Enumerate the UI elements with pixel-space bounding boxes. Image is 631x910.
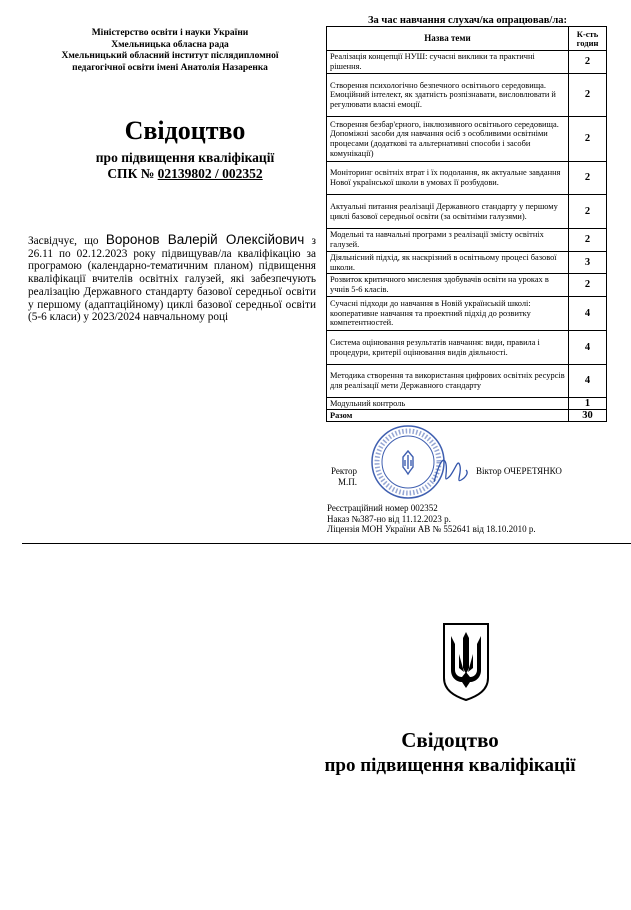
body-text: з 26.11 по 02.12.2023 року підвищував/ла кваліфікацію за програмою (календарно-тематичним планом) підвищення кваліфікації вчителів освітніх галузей, які забезпечують реалізацію Державного стандарту базової середньої освіти у першому (адаптаційному) циклі базової середньої освіти (5-6 класи) у 2023/2024 навчальному році (28, 235, 317, 324)
rector-signature (430, 452, 470, 490)
hours-cell: 4 (569, 365, 607, 398)
header-hours: К-сть годин (569, 27, 607, 51)
registration-line: Наказ №387-но від 11.12.2023 р. (327, 513, 451, 524)
spk-prefix: СПК № (107, 166, 155, 181)
certificate-subtitle: про підвищення кваліфікації (95, 150, 275, 165)
table-row (327, 274, 607, 297)
topic-cell: Діяльнісний підхід, як наскрізний в освітньому процесі базової школи. (327, 252, 569, 274)
table-row (327, 117, 607, 162)
table-total-row (327, 410, 607, 422)
header-topic: Назва теми (327, 27, 569, 51)
hours-cell: 2 (569, 51, 607, 74)
table-row (327, 229, 607, 252)
institution-line: Хмельницький обласний інститут післядипломної (61, 51, 279, 61)
table-header-row (327, 27, 607, 51)
certificate-title: Свідоцтво (124, 116, 246, 145)
table-row (327, 365, 607, 398)
certificate-number (40, 166, 330, 182)
page-divider (22, 543, 631, 544)
back-cover-title: Свідоцтво (401, 728, 499, 752)
hours-cell: 2 (569, 162, 607, 195)
mp-label: М.П. (337, 477, 357, 487)
topic-cell: Моніторинг освітніх втрат і їх подолання, як актуальне завдання Нової української школи в умовах її розбудови. (327, 162, 569, 195)
institution-line: педагогічної освіти імені Анатолія Назаренка (72, 62, 268, 73)
hours-cell: 2 (569, 274, 607, 297)
body-lead: Засвідчує, що (28, 235, 99, 247)
topic-cell: Створення психологічно безпечного освітнього середовища. Емоційний інтелект, як здатність розпізнавати, висловлювати й регулювати власні емоції. (327, 74, 569, 117)
topic-cell: Модульний контроль (327, 398, 569, 410)
recipient-name: Воронов Валерій Олексійович (105, 232, 305, 247)
registration-info (327, 503, 536, 535)
rector-name: Віктор ОЧЕРЕТЯНКО (476, 466, 562, 476)
total-hours: 30 (569, 410, 607, 422)
topic-cell: Модельні та навчальні програми з реалізації змісту освітніх галузей. (327, 229, 569, 252)
topic-cell: Система оцінювання результатів навчання: види, правила і процедури, критерії оцінювання видів діяльності. (327, 331, 569, 365)
spk-number: 02139802 / 002352 (157, 166, 263, 181)
hours-cell: 4 (569, 297, 607, 331)
institution-header (40, 28, 300, 74)
hours-cell: 2 (569, 195, 607, 229)
hours-cell: 3 (569, 252, 607, 274)
institution-line: Міністерство освіти і науки України (91, 28, 249, 38)
hours-cell: 1 (569, 398, 607, 410)
registration-line: Реєстраційний номер 002352 (327, 503, 438, 513)
hours-cell: 2 (569, 117, 607, 162)
table-row (327, 51, 607, 74)
institution-line: Хмельницька обласна рада (111, 39, 229, 50)
topic-cell: Актуальні питання реалізації Державного стандарту у першому циклі базової середньої освіти (за освітніми галузями). (327, 195, 569, 229)
hours-cell: 2 (569, 229, 607, 252)
table-row (327, 195, 607, 229)
hours-caption: За час навчання слухач/ка опрацював/ла: (368, 15, 567, 26)
back-cover-subtitle: про підвищення кваліфікації (324, 755, 576, 776)
table-row (327, 331, 607, 365)
total-label: Разом (327, 410, 569, 422)
hours-cell: 4 (569, 331, 607, 365)
table-row (327, 252, 607, 274)
topic-cell: Створення безбар'єрного, інклюзивного освітнього середовища. Допоміжні засоби для навчання осіб з особливими освітніми процесами (додаткові та альтернативні способи і засоби комунікації) (327, 117, 569, 162)
topic-cell: Розвиток критичного мислення здобувачів освіти на уроках в учнів 5-6 класів. (327, 274, 569, 297)
topic-cell: Реалізація концепції НУШ: сучасні виклики та практичні рішення. (327, 51, 569, 74)
hours-cell: 2 (569, 74, 607, 117)
rector-block (327, 466, 357, 488)
certificate-body (28, 234, 316, 324)
table-row (327, 297, 607, 331)
hours-table (326, 26, 607, 422)
table-row (327, 162, 607, 195)
table-row (327, 74, 607, 117)
rector-label: Ректор (331, 466, 357, 476)
registration-line: Ліцензія МОН України АВ № 552641 від 18.10.2010 р. (327, 524, 536, 534)
table-row (327, 398, 607, 410)
coat-of-arms-icon (440, 622, 492, 702)
topic-cell: Сучасні підходи до навчання в Новій українській школі: кооперативне навчання та проектний підхід до розвитку компетентностей. (327, 297, 569, 331)
topic-cell: Методика створення та використання цифрових освітніх ресурсів для реалізації мети Державного стандарту (327, 365, 569, 398)
